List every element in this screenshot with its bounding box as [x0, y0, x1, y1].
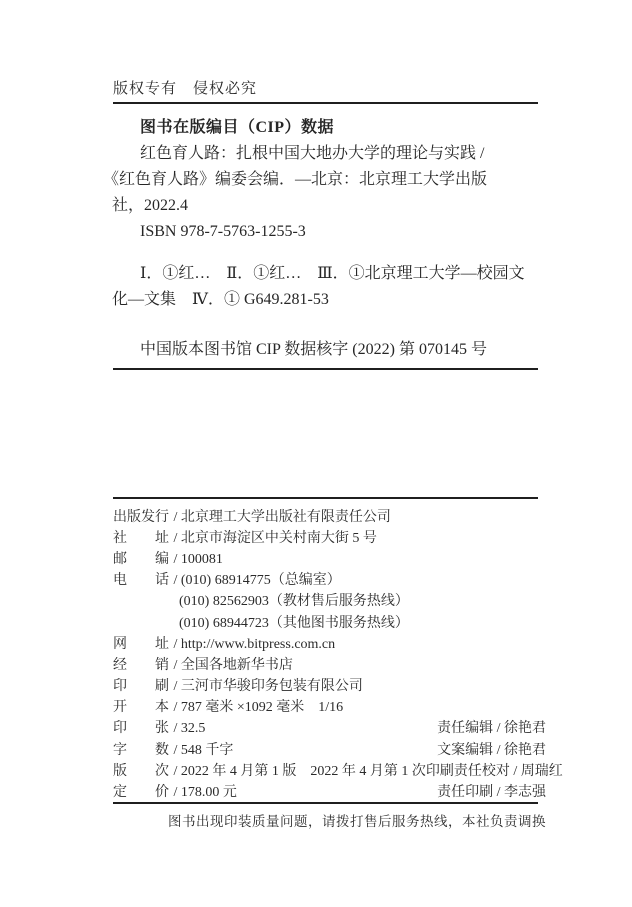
info-value: 全国各地新华书店 [180, 657, 293, 673]
info-value: 100081 [180, 551, 223, 567]
info-label: 版 次 [113, 763, 169, 779]
info-separator: / [170, 509, 181, 525]
info-value: 32.5 [180, 721, 206, 737]
staff-separator: / [493, 785, 504, 801]
info-value: 北京理工大学出版社有限责任公司 [180, 509, 391, 525]
staff-separator: / [509, 763, 521, 779]
info-separator: / [170, 721, 181, 737]
cip-description-line: 社，2022.4 [112, 197, 189, 214]
info-row [113, 696, 546, 717]
publication-info [113, 505, 563, 802]
info-label: 网 址 [113, 636, 169, 652]
staff-credit [437, 717, 546, 737]
info-value: (010) 68914775（总编室） [180, 573, 341, 589]
info-row [113, 738, 546, 759]
info-separator: / [170, 763, 181, 779]
info-label: 社 址 [113, 530, 169, 546]
divider-bottom [113, 802, 538, 804]
info-row [113, 780, 546, 801]
cip-record-number: 中国版本图书馆 CIP 数据核字 (2022) 第 070145 号 [140, 341, 487, 358]
info-separator: / [170, 551, 181, 567]
info-separator: / [170, 530, 181, 546]
cip-section [103, 115, 552, 363]
info-separator: / [170, 573, 181, 589]
info-row [113, 547, 546, 568]
info-separator: / [170, 657, 181, 673]
info-label: 定 价 [113, 785, 169, 801]
cip-heading: 图书在版编目（CIP）数据 [140, 119, 335, 136]
cip-classification-line: Ⅰ．①红… Ⅱ．①红… Ⅲ．①北京理工大学—校园文 [140, 265, 525, 282]
divider-top [113, 102, 538, 104]
info-value: (010) 82562903（教材售后服务热线） [179, 594, 409, 610]
info-label: 邮 编 [113, 551, 169, 567]
info-row [113, 675, 546, 696]
info-row [113, 632, 546, 653]
info-value: 787 毫米 ×1092 毫米 1/16 [180, 700, 344, 716]
info-row [113, 611, 546, 632]
info-value: 178.00 元 [180, 785, 237, 801]
staff-label: 责任校对 [453, 763, 510, 779]
info-value: http://www.bitpress.com.cn [180, 636, 336, 652]
info-value: (010) 68944723（其他图书服务热线） [179, 615, 409, 631]
cip-classification-line: 化—文集 Ⅳ．① G649.281-53 [112, 291, 329, 308]
info-value: 三河市华骏印务包装有限公司 [180, 679, 363, 695]
info-row [113, 569, 546, 590]
info-row [113, 526, 546, 547]
info-row [113, 653, 546, 674]
isbn-line: ISBN 978-7-5763-1255-3 [140, 223, 306, 240]
staff-credit [454, 760, 563, 780]
staff-separator: / [493, 721, 504, 737]
info-label: 开 本 [113, 700, 169, 716]
footer-notice: 图书出现印装质量问题，请拨打售后服务热线，本社负责调换 [168, 814, 546, 829]
cip-description-line: 《红色育人路》编委会编．—北京：北京理工大学出版 [103, 171, 488, 188]
info-value: 2022 年 4 月第 1 版 2022 年 4 月第 1 次印刷 [180, 763, 454, 779]
info-label: 印 张 [113, 721, 169, 737]
info-separator: / [170, 785, 181, 801]
staff-name: 周瑞红 [520, 763, 563, 779]
staff-name: 徐艳君 [504, 721, 546, 737]
staff-name: 徐艳君 [504, 742, 546, 758]
info-separator: / [170, 700, 181, 716]
divider-publication-top [113, 497, 538, 499]
staff-label: 责任编辑 [437, 721, 494, 737]
info-separator: / [170, 636, 181, 652]
staff-label: 责任印刷 [437, 785, 494, 801]
info-label: 经 销 [113, 657, 169, 673]
info-row [113, 717, 546, 738]
divider-middle [113, 368, 538, 370]
info-row [113, 759, 563, 780]
info-label: 出版发行 [113, 509, 169, 525]
cip-description-line: 红色育人路：扎根中国大地办大学的理论与实践 / [140, 145, 485, 162]
staff-separator: / [493, 742, 504, 758]
staff-credit [437, 781, 546, 801]
info-row [113, 505, 546, 526]
info-label: 印 刷 [113, 679, 169, 695]
info-label: 字 数 [113, 742, 169, 758]
staff-label: 文案编辑 [437, 742, 494, 758]
info-value: 548 千字 [180, 742, 234, 758]
info-separator: / [170, 679, 181, 695]
info-label: 电 话 [113, 573, 169, 589]
staff-name: 李志强 [504, 785, 546, 801]
staff-credit [437, 739, 546, 759]
info-value: 北京市海淀区中关村南大街 5 号 [180, 530, 377, 546]
info-row [113, 590, 546, 611]
copyright-notice: 版权专有 侵权必究 [113, 81, 258, 97]
info-separator: / [170, 742, 181, 758]
